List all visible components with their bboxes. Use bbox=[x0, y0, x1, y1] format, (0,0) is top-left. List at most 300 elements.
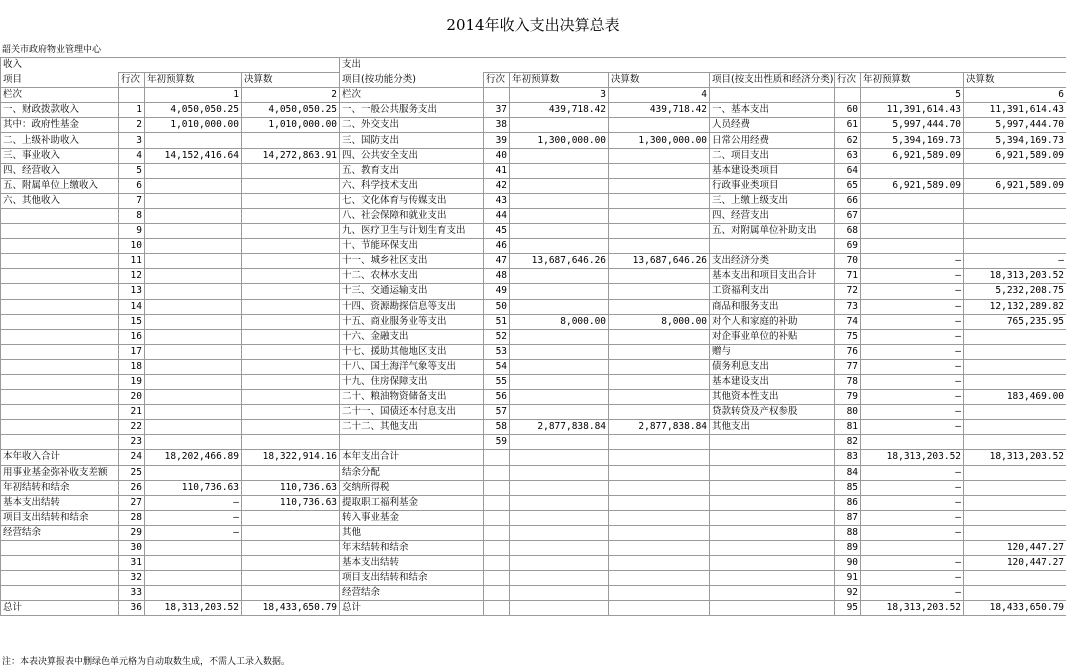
econ-final-cell bbox=[964, 374, 1066, 389]
income-item-cell: 五、附属单位上缴收入 bbox=[1, 178, 119, 193]
econ-final-cell bbox=[964, 224, 1066, 239]
income-line-cell: 24 bbox=[119, 450, 145, 465]
expense-item-cell: 二十二、其他支出 bbox=[340, 420, 484, 435]
income-final-cell bbox=[242, 586, 340, 601]
income-line-cell: 8 bbox=[119, 208, 145, 223]
expense-line-cell: 56 bbox=[484, 390, 510, 405]
expense-item-cell: 二、外交支出 bbox=[340, 118, 484, 133]
econ-line-cell: 90 bbox=[835, 556, 861, 571]
econ-item-cell: 贷款转贷及产权参股 bbox=[710, 405, 835, 420]
table-row bbox=[1, 541, 1066, 556]
econ-final-cell bbox=[964, 329, 1066, 344]
econ-budget-cell bbox=[861, 163, 964, 178]
income-budget-cell: 4,050,050.25 bbox=[145, 103, 242, 118]
expense-budget-cell bbox=[510, 178, 609, 193]
expense-line-cell: 43 bbox=[484, 193, 510, 208]
table-row bbox=[1, 571, 1066, 586]
expense-item-cell: 总计 bbox=[340, 601, 484, 616]
income-item-cell: 基本支出结转 bbox=[1, 495, 119, 510]
econ-line-cell: 91 bbox=[835, 571, 861, 586]
econ-item-cell: 四、经营支出 bbox=[710, 208, 835, 223]
income-line-cell: 20 bbox=[119, 390, 145, 405]
econ-budget-cell bbox=[861, 541, 964, 556]
table-row bbox=[1, 344, 1066, 359]
income-item-cell bbox=[1, 254, 119, 269]
income-item-cell: 项目支出结转和结余 bbox=[1, 510, 119, 525]
expense-item-cell: 交纳所得税 bbox=[340, 480, 484, 495]
income-item-cell bbox=[1, 314, 119, 329]
income-final-cell bbox=[242, 556, 340, 571]
econ-item-cell: 日常公用经费 bbox=[710, 133, 835, 148]
income-item-cell bbox=[1, 299, 119, 314]
income-item-cell: 其中：政府性基金 bbox=[1, 118, 119, 133]
econ-item-cell: 商品和服务支出 bbox=[710, 299, 835, 314]
expense-line-cell bbox=[484, 601, 510, 616]
expense-line-cell: 54 bbox=[484, 359, 510, 374]
expense-line-cell: 58 bbox=[484, 420, 510, 435]
income-item-cell bbox=[1, 405, 119, 420]
income-budget-cell bbox=[145, 359, 242, 374]
econ-item-cell bbox=[710, 541, 835, 556]
income-line-cell: 36 bbox=[119, 601, 145, 616]
income-budget-cell bbox=[145, 314, 242, 329]
table-row bbox=[1, 374, 1066, 389]
expense-final-cell bbox=[609, 571, 710, 586]
econ-line-cell: 95 bbox=[835, 601, 861, 616]
expense-line-cell: 51 bbox=[484, 314, 510, 329]
income-line-cell: 3 bbox=[119, 133, 145, 148]
income-item-cell: 总计 bbox=[1, 601, 119, 616]
income-item-cell: 二、上级补助收入 bbox=[1, 133, 119, 148]
income-budget-cell bbox=[145, 586, 242, 601]
header-row bbox=[1, 73, 1066, 88]
col-header-final: 决算数 bbox=[964, 73, 1066, 88]
income-final-cell bbox=[242, 254, 340, 269]
econ-line-cell: 64 bbox=[835, 163, 861, 178]
col-header-budget: 年初预算数 bbox=[145, 73, 242, 88]
income-budget-cell bbox=[145, 571, 242, 586]
expense-line-cell: 40 bbox=[484, 148, 510, 163]
econ-item-cell bbox=[710, 480, 835, 495]
expense-item-cell: 一、一般公共服务支出 bbox=[340, 103, 484, 118]
econ-final-cell: 183,469.00 bbox=[964, 390, 1066, 405]
econ-budget-cell bbox=[861, 224, 964, 239]
expense-final-cell bbox=[609, 239, 710, 254]
col-number: 6 bbox=[964, 88, 1066, 103]
econ-final-cell: 18,433,650.79 bbox=[964, 601, 1066, 616]
expense-item-cell: 十八、国土海洋气象等支出 bbox=[340, 359, 484, 374]
income-budget-cell bbox=[145, 556, 242, 571]
income-line-cell: 23 bbox=[119, 435, 145, 450]
expense-final-cell bbox=[609, 329, 710, 344]
econ-final-cell bbox=[964, 208, 1066, 223]
expense-budget-cell: 2,877,838.84 bbox=[510, 420, 609, 435]
expense-item-cell: 八、社会保障和就业支出 bbox=[340, 208, 484, 223]
income-budget-cell: — bbox=[145, 510, 242, 525]
expense-budget-cell bbox=[510, 284, 609, 299]
income-final-cell bbox=[242, 420, 340, 435]
expense-line-cell: 57 bbox=[484, 405, 510, 420]
income-line-cell: 10 bbox=[119, 239, 145, 254]
expense-final-cell bbox=[609, 586, 710, 601]
expense-budget-cell bbox=[510, 405, 609, 420]
econ-item-cell: 工资福利支出 bbox=[710, 284, 835, 299]
income-final-cell bbox=[242, 193, 340, 208]
econ-item-cell: 一、基本支出 bbox=[710, 103, 835, 118]
econ-budget-cell bbox=[861, 208, 964, 223]
expense-item-cell: 十、节能环保支出 bbox=[340, 239, 484, 254]
econ-item-cell: 对企事业单位的补贴 bbox=[710, 329, 835, 344]
income-final-cell bbox=[242, 208, 340, 223]
income-item-cell: 一、财政拨款收入 bbox=[1, 103, 119, 118]
econ-final-cell bbox=[964, 510, 1066, 525]
expense-item-cell: 提取职工福利基金 bbox=[340, 495, 484, 510]
econ-final-cell: 120,447.27 bbox=[964, 556, 1066, 571]
expense-item-cell: 基本支出结转 bbox=[340, 556, 484, 571]
income-budget-cell: 18,313,203.52 bbox=[145, 601, 242, 616]
econ-budget-cell: 6,921,589.09 bbox=[861, 178, 964, 193]
table-row bbox=[1, 420, 1066, 435]
econ-item-cell bbox=[710, 556, 835, 571]
table-row bbox=[1, 450, 1066, 465]
income-item-cell bbox=[1, 435, 119, 450]
expense-line-cell: 39 bbox=[484, 133, 510, 148]
expense-line-cell bbox=[484, 541, 510, 556]
income-budget-cell bbox=[145, 163, 242, 178]
expense-final-cell bbox=[609, 525, 710, 540]
expense-line-cell: 42 bbox=[484, 178, 510, 193]
income-line-cell: 2 bbox=[119, 118, 145, 133]
econ-line-cell: 85 bbox=[835, 480, 861, 495]
income-item-cell: 用事业基金弥补收支差额 bbox=[1, 465, 119, 480]
econ-budget-cell: — bbox=[861, 480, 964, 495]
econ-final-cell: 18,313,203.52 bbox=[964, 450, 1066, 465]
econ-final-cell bbox=[964, 495, 1066, 510]
table-row bbox=[1, 556, 1066, 571]
econ-budget-cell: — bbox=[861, 465, 964, 480]
expense-final-cell bbox=[609, 359, 710, 374]
income-budget-cell bbox=[145, 374, 242, 389]
econ-line-cell: 70 bbox=[835, 254, 861, 269]
income-final-cell bbox=[242, 329, 340, 344]
econ-final-cell: 5,232,208.75 bbox=[964, 284, 1066, 299]
econ-budget-cell: — bbox=[861, 586, 964, 601]
table-row bbox=[1, 103, 1066, 118]
expense-budget-cell bbox=[510, 329, 609, 344]
expense-line-cell bbox=[484, 495, 510, 510]
econ-final-cell bbox=[964, 163, 1066, 178]
income-final-cell bbox=[242, 571, 340, 586]
income-line-cell: 28 bbox=[119, 510, 145, 525]
expense-item-cell: 三、国防支出 bbox=[340, 133, 484, 148]
econ-item-cell bbox=[710, 465, 835, 480]
econ-final-cell bbox=[964, 239, 1066, 254]
table-row bbox=[1, 133, 1066, 148]
econ-item-cell: 基本支出和项目支出合计 bbox=[710, 269, 835, 284]
econ-item-cell: 其他资本性支出 bbox=[710, 390, 835, 405]
expense-final-cell: 439,718.42 bbox=[609, 103, 710, 118]
expense-line-cell: 50 bbox=[484, 299, 510, 314]
econ-line-cell: 71 bbox=[835, 269, 861, 284]
expense-budget-cell bbox=[510, 571, 609, 586]
income-budget-cell bbox=[145, 465, 242, 480]
expense-item-cell: 七、文化体育与传媒支出 bbox=[340, 193, 484, 208]
expense-line-cell: 38 bbox=[484, 118, 510, 133]
econ-budget-cell bbox=[861, 435, 964, 450]
section-row bbox=[1, 58, 1066, 73]
expense-budget-cell: 13,687,646.26 bbox=[510, 254, 609, 269]
econ-line-cell: 73 bbox=[835, 299, 861, 314]
income-budget-cell bbox=[145, 344, 242, 359]
econ-item-cell bbox=[710, 525, 835, 540]
income-item-cell bbox=[1, 586, 119, 601]
col-number: 3 bbox=[510, 88, 609, 103]
econ-budget-cell: — bbox=[861, 374, 964, 389]
income-final-cell bbox=[242, 284, 340, 299]
col-number: 2 bbox=[242, 88, 340, 103]
income-final-cell bbox=[242, 239, 340, 254]
col-header-item: 项目 bbox=[1, 73, 119, 88]
expense-final-cell bbox=[609, 541, 710, 556]
income-item-cell bbox=[1, 571, 119, 586]
income-final-cell: 18,322,914.16 bbox=[242, 450, 340, 465]
econ-line-cell: 60 bbox=[835, 103, 861, 118]
income-final-cell: 1,010,000.00 bbox=[242, 118, 340, 133]
income-item-cell: 本年收入合计 bbox=[1, 450, 119, 465]
econ-budget-cell: — bbox=[861, 390, 964, 405]
table-row bbox=[1, 193, 1066, 208]
expense-final-cell bbox=[609, 163, 710, 178]
expense-line-cell bbox=[484, 450, 510, 465]
table-row bbox=[1, 254, 1066, 269]
econ-line-cell: 88 bbox=[835, 525, 861, 540]
expense-item-cell: 十二、农林水支出 bbox=[340, 269, 484, 284]
income-line-cell: 5 bbox=[119, 163, 145, 178]
expense-line-cell: 48 bbox=[484, 269, 510, 284]
table-row bbox=[1, 284, 1066, 299]
econ-budget-cell: — bbox=[861, 510, 964, 525]
expense-final-cell bbox=[609, 556, 710, 571]
expense-line-cell: 59 bbox=[484, 435, 510, 450]
income-line-cell: 29 bbox=[119, 525, 145, 540]
econ-item-cell bbox=[710, 435, 835, 450]
expense-line-cell: 37 bbox=[484, 103, 510, 118]
econ-line-cell: 83 bbox=[835, 450, 861, 465]
income-item-cell bbox=[1, 269, 119, 284]
expense-budget-cell bbox=[510, 541, 609, 556]
income-budget-cell: — bbox=[145, 525, 242, 540]
expense-budget-cell bbox=[510, 435, 609, 450]
income-line-cell: 11 bbox=[119, 254, 145, 269]
econ-budget-cell: 18,313,203.52 bbox=[861, 450, 964, 465]
table-row bbox=[1, 163, 1066, 178]
income-line-cell: 4 bbox=[119, 148, 145, 163]
income-final-cell: 110,736.63 bbox=[242, 480, 340, 495]
expense-item-cell: 五、教育支出 bbox=[340, 163, 484, 178]
econ-line-cell: 78 bbox=[835, 374, 861, 389]
expense-item-cell: 九、医疗卫生与计划生育支出 bbox=[340, 224, 484, 239]
econ-budget-cell: — bbox=[861, 359, 964, 374]
expense-budget-cell bbox=[510, 374, 609, 389]
income-line-cell: 17 bbox=[119, 344, 145, 359]
col-number: 4 bbox=[609, 88, 710, 103]
income-final-cell bbox=[242, 133, 340, 148]
econ-final-cell bbox=[964, 586, 1066, 601]
expense-budget-cell bbox=[510, 344, 609, 359]
econ-line-cell: 61 bbox=[835, 118, 861, 133]
income-item-cell bbox=[1, 208, 119, 223]
table-row bbox=[1, 224, 1066, 239]
econ-final-cell bbox=[964, 193, 1066, 208]
expense-budget-cell bbox=[510, 586, 609, 601]
income-item-cell bbox=[1, 344, 119, 359]
econ-line-cell: 65 bbox=[835, 178, 861, 193]
col-header-budget: 年初预算数 bbox=[861, 73, 964, 88]
econ-final-cell: 12,132,289.82 bbox=[964, 299, 1066, 314]
expense-final-cell bbox=[609, 148, 710, 163]
col-number: 1 bbox=[145, 88, 242, 103]
income-final-cell bbox=[242, 374, 340, 389]
econ-line-cell: 66 bbox=[835, 193, 861, 208]
expense-line-cell: 46 bbox=[484, 239, 510, 254]
table-row bbox=[1, 314, 1066, 329]
expense-budget-cell bbox=[510, 390, 609, 405]
expense-item-cell: 本年支出合计 bbox=[340, 450, 484, 465]
expense-line-cell bbox=[484, 571, 510, 586]
expense-item-cell: 十一、城乡社区支出 bbox=[340, 254, 484, 269]
income-budget-cell bbox=[145, 239, 242, 254]
expense-line-cell: 52 bbox=[484, 329, 510, 344]
budget-summary-table bbox=[0, 57, 1066, 616]
table-row bbox=[1, 586, 1066, 601]
econ-budget-cell: 6,921,589.09 bbox=[861, 148, 964, 163]
econ-line-cell: 75 bbox=[835, 329, 861, 344]
econ-line-cell: 68 bbox=[835, 224, 861, 239]
econ-final-cell bbox=[964, 405, 1066, 420]
table-row bbox=[1, 239, 1066, 254]
econ-budget-cell: — bbox=[861, 405, 964, 420]
income-line-cell: 16 bbox=[119, 329, 145, 344]
expense-final-cell bbox=[609, 465, 710, 480]
expense-budget-cell bbox=[510, 224, 609, 239]
income-item-cell: 三、事业收入 bbox=[1, 148, 119, 163]
col-header-func-item: 项目(按功能分类) bbox=[340, 73, 484, 88]
econ-line-cell: 74 bbox=[835, 314, 861, 329]
expense-line-cell: 47 bbox=[484, 254, 510, 269]
econ-line-cell: 72 bbox=[835, 284, 861, 299]
expense-final-cell bbox=[609, 269, 710, 284]
econ-final-cell: 5,394,169.73 bbox=[964, 133, 1066, 148]
econ-budget-cell: — bbox=[861, 269, 964, 284]
econ-budget-cell: — bbox=[861, 254, 964, 269]
expense-final-cell: 1,300,000.00 bbox=[609, 133, 710, 148]
econ-item-cell: 其他支出 bbox=[710, 420, 835, 435]
econ-line-cell: 92 bbox=[835, 586, 861, 601]
econ-item-cell: 对个人和家庭的补助 bbox=[710, 314, 835, 329]
econ-item-cell: 五、对附属单位补助支出 bbox=[710, 224, 835, 239]
income-line-cell: 13 bbox=[119, 284, 145, 299]
income-item-cell bbox=[1, 359, 119, 374]
expense-line-cell bbox=[484, 480, 510, 495]
expense-final-cell bbox=[609, 299, 710, 314]
income-line-cell: 30 bbox=[119, 541, 145, 556]
income-item-cell bbox=[1, 374, 119, 389]
lanci-label: 栏次 bbox=[340, 88, 484, 103]
income-final-cell bbox=[242, 344, 340, 359]
income-budget-cell bbox=[145, 405, 242, 420]
income-budget-cell bbox=[145, 329, 242, 344]
expense-final-cell bbox=[609, 193, 710, 208]
expense-final-cell bbox=[609, 344, 710, 359]
expense-budget-cell bbox=[510, 148, 609, 163]
table-row bbox=[1, 118, 1066, 133]
econ-line-cell: 84 bbox=[835, 465, 861, 480]
column-number-row bbox=[1, 88, 1066, 103]
econ-item-cell: 三、上缴上级支出 bbox=[710, 193, 835, 208]
income-budget-cell: 14,152,416.64 bbox=[145, 148, 242, 163]
expense-item-cell: 四、公共安全支出 bbox=[340, 148, 484, 163]
income-budget-cell: — bbox=[145, 495, 242, 510]
expense-final-cell: 8,000.00 bbox=[609, 314, 710, 329]
expense-item-cell: 年末结转和结余 bbox=[340, 541, 484, 556]
econ-final-cell: 11,391,614.43 bbox=[964, 103, 1066, 118]
econ-final-cell: 6,921,589.09 bbox=[964, 148, 1066, 163]
table-row bbox=[1, 208, 1066, 223]
expense-line-cell: 41 bbox=[484, 163, 510, 178]
econ-budget-cell: — bbox=[861, 284, 964, 299]
income-budget-cell bbox=[145, 208, 242, 223]
expense-budget-cell bbox=[510, 480, 609, 495]
table-row bbox=[1, 405, 1066, 420]
econ-line-cell: 76 bbox=[835, 344, 861, 359]
expense-final-cell: 13,687,646.26 bbox=[609, 254, 710, 269]
expense-final-cell bbox=[609, 510, 710, 525]
expense-item-cell: 十九、住房保障支出 bbox=[340, 374, 484, 389]
econ-line-cell: 62 bbox=[835, 133, 861, 148]
col-header-final: 决算数 bbox=[609, 73, 710, 88]
col-number: 5 bbox=[861, 88, 964, 103]
income-line-cell: 21 bbox=[119, 405, 145, 420]
econ-item-cell bbox=[710, 601, 835, 616]
expense-item-cell: 十三、交通运输支出 bbox=[340, 284, 484, 299]
econ-item-cell: 人员经费 bbox=[710, 118, 835, 133]
expense-line-cell: 45 bbox=[484, 224, 510, 239]
econ-line-cell: 89 bbox=[835, 541, 861, 556]
income-line-cell: 14 bbox=[119, 299, 145, 314]
income-budget-cell bbox=[145, 133, 242, 148]
expense-budget-cell bbox=[510, 239, 609, 254]
income-final-cell bbox=[242, 405, 340, 420]
income-line-cell: 15 bbox=[119, 314, 145, 329]
econ-budget-cell: — bbox=[861, 420, 964, 435]
income-line-cell: 6 bbox=[119, 178, 145, 193]
footnote: 注：本表决算报表中删绿色单元格为自动取数生成，不需人工录入数据。 bbox=[2, 657, 291, 667]
income-final-cell: 4,050,050.25 bbox=[242, 103, 340, 118]
income-line-cell: 27 bbox=[119, 495, 145, 510]
table-row bbox=[1, 299, 1066, 314]
income-line-cell: 9 bbox=[119, 224, 145, 239]
income-final-cell: 14,272,863.91 bbox=[242, 148, 340, 163]
col-header-line: 行次 bbox=[835, 73, 861, 88]
income-item-cell bbox=[1, 329, 119, 344]
income-budget-cell bbox=[145, 435, 242, 450]
income-budget-cell: 18,202,466.89 bbox=[145, 450, 242, 465]
econ-final-cell: 765,235.95 bbox=[964, 314, 1066, 329]
income-budget-cell bbox=[145, 390, 242, 405]
col-header-econ-item: 项目(按支出性质和经济分类) bbox=[710, 73, 835, 88]
expense-item-cell: 六、科学技术支出 bbox=[340, 178, 484, 193]
income-budget-cell bbox=[145, 224, 242, 239]
